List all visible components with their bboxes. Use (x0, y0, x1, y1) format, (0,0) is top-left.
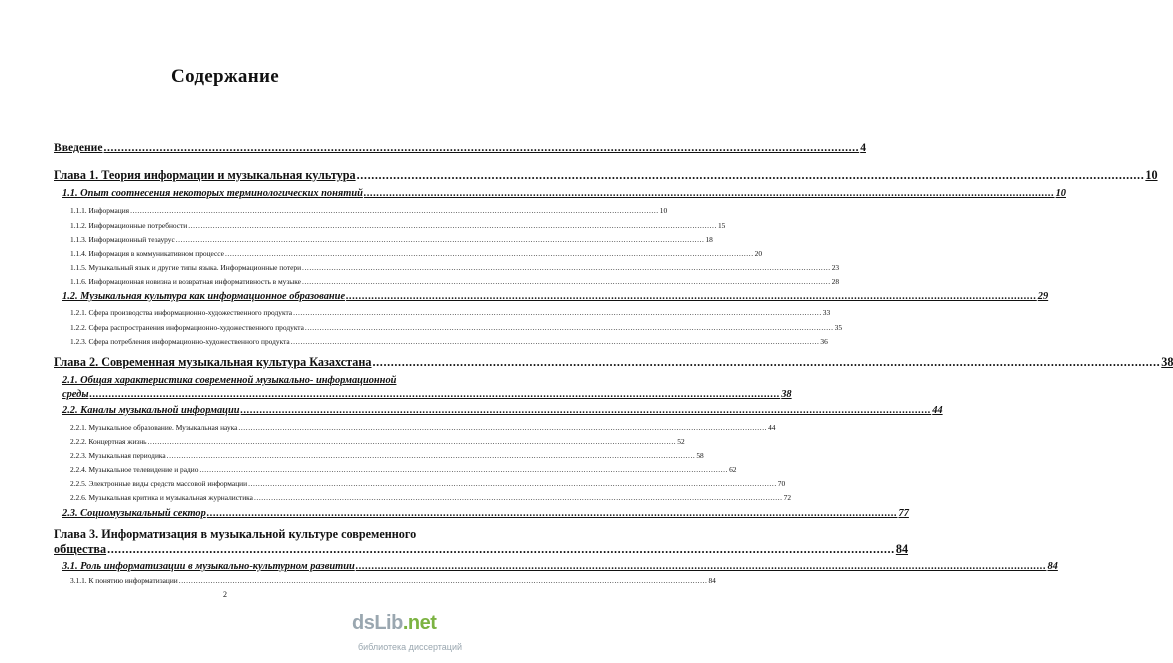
dot-leader (241, 405, 932, 416)
toc-entry-label: 1.2. Музыкальная культура как информационное образование (62, 291, 346, 302)
toc-entry-page: 44 (932, 405, 943, 416)
toc-entry-page: 38 (781, 389, 792, 400)
toc-entry-page: 18 (705, 235, 713, 244)
toc-entry-label: 1.2.3. Сфера потребления информационно-художественного продукта (70, 337, 290, 346)
dot-leader (238, 423, 767, 432)
toc-entry-page: 84 (895, 542, 909, 556)
dot-leader (305, 323, 834, 332)
toc-entry-label: Введение (54, 141, 103, 154)
watermark-logo-accent: .net (402, 612, 437, 634)
toc-entry-section-1-2[interactable] (62, 291, 1049, 302)
toc-entry-chapter-2[interactable] (54, 355, 1173, 370)
dot-leader (254, 493, 783, 502)
toc-entry-page: 29 (1037, 291, 1049, 302)
dot-leader (104, 141, 860, 154)
toc-entry-chapter-3[interactable] (54, 542, 909, 557)
toc-entry-page: 15 (717, 221, 726, 230)
toc-entry-2-2-5[interactable] (70, 479, 786, 488)
toc-entry-page: 62 (729, 465, 737, 474)
toc-entry-section-1-1[interactable] (62, 188, 1066, 199)
watermark (352, 612, 463, 658)
toc-entry-section-2-1[interactable] (62, 389, 792, 400)
toc-entry-1-1-1[interactable] (70, 206, 668, 215)
toc-entry-2-2-6[interactable] (70, 493, 792, 502)
toc-entry-label: 2.2.1. Музыкальное образование. Музыкальная наука (70, 423, 238, 432)
toc-entry-label: Глава 1. Теория информации и музыкальная культура (54, 168, 356, 182)
page-number: 2 (223, 590, 227, 599)
watermark-subtitle: библиотека диссертаций (358, 642, 463, 652)
toc-entry-2-2-3[interactable] (70, 451, 704, 460)
dot-leader (148, 437, 677, 446)
toc-entry-introduction[interactable] (54, 141, 866, 154)
toc-entry-page: 4 (860, 141, 866, 154)
toc-entry-label: 3.1. Роль информатизации в музыкально-культурном развитии (62, 561, 355, 572)
toc-entry-label: 1.1. Опыт соотнесения некоторых терминологических понятий (62, 188, 363, 199)
dot-leader (302, 263, 831, 272)
dot-leader (357, 168, 1145, 183)
toc-entry-1-1-4[interactable] (70, 249, 763, 258)
toc-entry-page: 10 (1055, 188, 1066, 199)
toc-entry-1-1-6[interactable] (70, 277, 840, 286)
watermark-logo-main: dsLib (352, 612, 403, 634)
toc-entry-page: 20 (754, 249, 763, 258)
toc-entry-page: 84 (708, 576, 716, 585)
toc-entry-label: 2.2.2. Концертная жизнь (70, 437, 147, 446)
toc-entry-3-1-1[interactable] (70, 576, 716, 585)
toc-entry-page: 35 (834, 323, 843, 332)
toc-entry-label: 2.2.5. Электронные виды средств массовой информации (70, 479, 248, 488)
toc-entry-label: 1.1.4. Информация в коммуникативном процессе (70, 249, 224, 258)
watermark-logo (352, 612, 436, 635)
dot-leader (199, 465, 728, 474)
toc-entry-page: 44 (768, 423, 776, 432)
toc-entry-label: 2.3. Социомузыкальный сектор (62, 508, 206, 519)
toc-entry-page: 84 (1047, 561, 1058, 572)
toc-entry-label: 1.1.6. Информационная новизна и возвратная информативность в музыке (70, 277, 301, 286)
dot-leader (364, 188, 1055, 199)
dot-leader (302, 277, 831, 286)
dot-leader (176, 235, 705, 244)
dot-leader (207, 508, 898, 519)
toc-entry-page: 28 (831, 277, 840, 286)
toc-entry-page: 23 (831, 263, 840, 272)
toc-entry-1-1-3[interactable] (70, 235, 713, 244)
toc-entry-page: 36 (820, 337, 828, 346)
dot-leader (107, 542, 895, 557)
dot-leader (346, 291, 1037, 302)
toc-entry-label: 2.2.3. Музыкальная периодика (70, 451, 166, 460)
toc-entry-page: 70 (777, 479, 786, 488)
dot-leader (188, 221, 717, 230)
dot-leader (291, 337, 820, 346)
toc-entry-section-2-2[interactable] (62, 405, 943, 416)
toc-entry-1-2-3[interactable] (70, 337, 828, 346)
toc-entry-page: 77 (898, 508, 909, 519)
dot-leader (130, 206, 659, 215)
toc-entry-page: 38 (1161, 355, 1173, 369)
toc-entry-2-2-4[interactable] (70, 465, 737, 474)
toc-entry-label: 1.2.2. Сфера распространения информационно-художественного продукта (70, 323, 304, 332)
toc-entry-label: среды (62, 389, 89, 400)
toc-entry-label: 2.2.6. Музыкальная критика и музыкальная журналистика (70, 493, 253, 502)
toc-entry-1-2-1[interactable] (70, 308, 831, 317)
dot-leader (248, 479, 777, 488)
dot-leader (179, 576, 708, 585)
toc-entry-label: 1.2.1. Сфера производства информационно-художественного продукта (70, 308, 293, 317)
dot-leader (293, 308, 822, 317)
dot-leader (356, 561, 1047, 572)
toc-entry-page: 33 (822, 308, 831, 317)
toc-entry-label: 2.2.4. Музыкальное телевидение и радио (70, 465, 199, 474)
toc-entry-label: Глава 2. Современная музыкальная культура Казахстана (54, 355, 372, 369)
toc-entry-label: 1.1.5. Музыкальный язык и другие типы языка. Информационные потери (70, 263, 302, 272)
toc-entry-2-2-1[interactable] (70, 423, 776, 432)
toc-entry-2-2-2[interactable] (70, 437, 685, 446)
toc-entry-label: 2.2. Каналы музыкальной информации (62, 405, 240, 416)
toc-entry-1-2-2[interactable] (70, 323, 843, 332)
toc-entry-page: 72 (783, 493, 792, 502)
dot-leader (167, 451, 696, 460)
dot-leader (225, 249, 754, 258)
dot-leader (373, 355, 1161, 370)
toc-entry-label: 1.1.1. Информация (70, 206, 130, 215)
toc-entry-label: 1.1.2. Информационные потребности (70, 221, 188, 230)
dot-leader (90, 389, 781, 400)
toc-entry-label: 1.1.3. Информационный тезаурус (70, 235, 175, 244)
toc-entry-1-1-2[interactable] (70, 221, 726, 230)
toc-entry-page: 52 (677, 437, 685, 446)
toc-entry-1-1-5[interactable] (70, 263, 840, 272)
toc-entry-page: 58 (696, 451, 704, 460)
toc-entry-chapter-1[interactable] (54, 168, 1158, 183)
toc-entry-label: общества (54, 542, 107, 556)
toc-entry-label: 3.1.1. К понятию информатизации (70, 576, 178, 585)
toc-entry-section-2-3[interactable] (62, 508, 909, 519)
toc-entry-section-3-1[interactable] (62, 561, 1058, 572)
toc-entry-page: 10 (1145, 168, 1158, 182)
toc-entry-page: 10 (659, 206, 668, 215)
toc-entry-section-2-1-line1[interactable]: 2.1. Общая характеристика современной музыкально- информационной (62, 375, 397, 386)
toc-entry-chapter-3-line1[interactable]: Глава 3. Информатизация в музыкальной культуре современного (54, 527, 417, 541)
page-title: Содержание (171, 66, 279, 87)
